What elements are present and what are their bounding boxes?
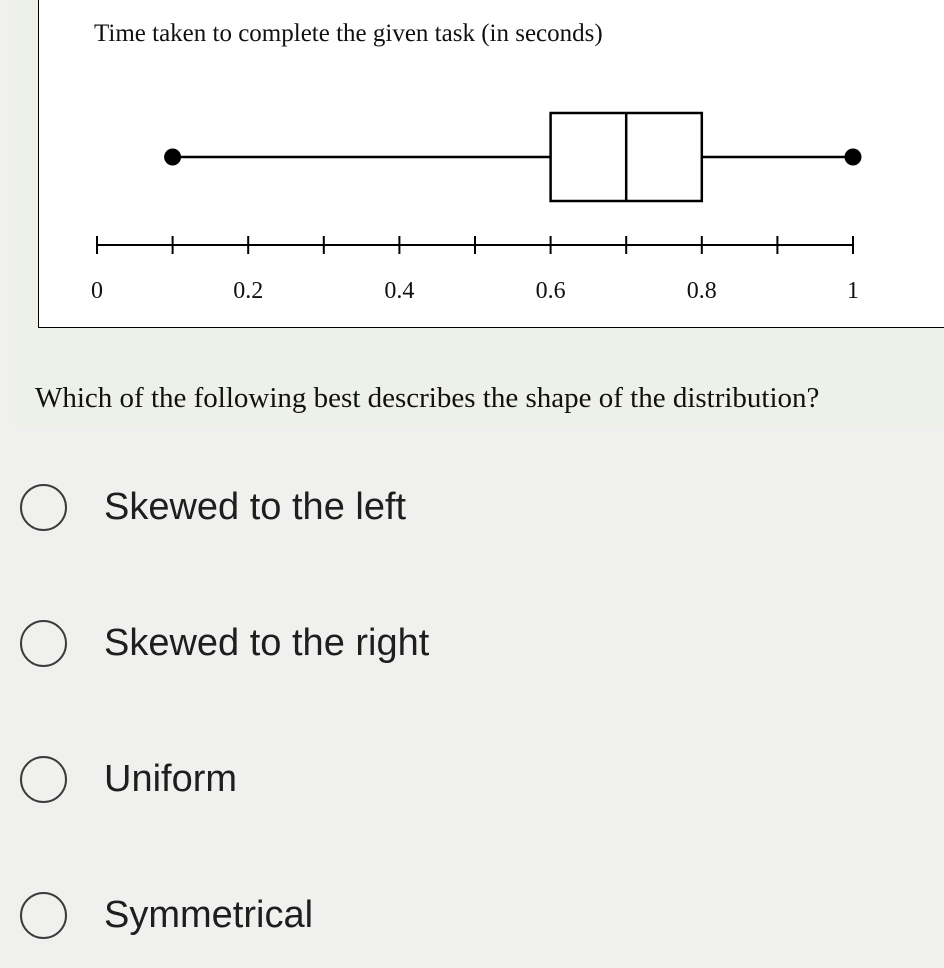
question-prompt: Which of the following best describes the shape of the distribution? — [35, 382, 820, 414]
chart-title: Time taken to complete the given task (in seconds) — [94, 20, 603, 47]
box-plot — [1, 0, 944, 328]
maximum-point — [845, 149, 862, 166]
x-tick-label: 1 — [847, 278, 859, 304]
option-uniform[interactable] — [20, 750, 620, 808]
radio-circle-icon[interactable] — [20, 892, 67, 939]
option-skewed-right[interactable] — [20, 614, 620, 672]
option-label: Uniform — [104, 757, 238, 800]
x-tick-label: 0.8 — [686, 278, 717, 304]
radio-circle-icon[interactable] — [20, 756, 67, 803]
x-tick-label: 0.2 — [233, 278, 264, 304]
question-card — [14, 0, 944, 427]
x-tick-label: 0 — [91, 278, 103, 304]
option-symmetrical[interactable] — [20, 886, 620, 944]
option-skewed-left[interactable] — [20, 478, 620, 536]
option-label: Symmetrical — [104, 893, 314, 936]
radio-circle-icon[interactable] — [20, 620, 67, 667]
radio-circle-icon[interactable] — [20, 484, 67, 531]
option-label: Skewed to the right — [104, 621, 430, 664]
x-tick-label: 0.4 — [384, 278, 415, 304]
x-tick-label: 0.6 — [535, 278, 566, 304]
minimum-point — [164, 149, 181, 166]
figure-panel — [38, 0, 944, 328]
option-label: Skewed to the left — [104, 485, 407, 528]
